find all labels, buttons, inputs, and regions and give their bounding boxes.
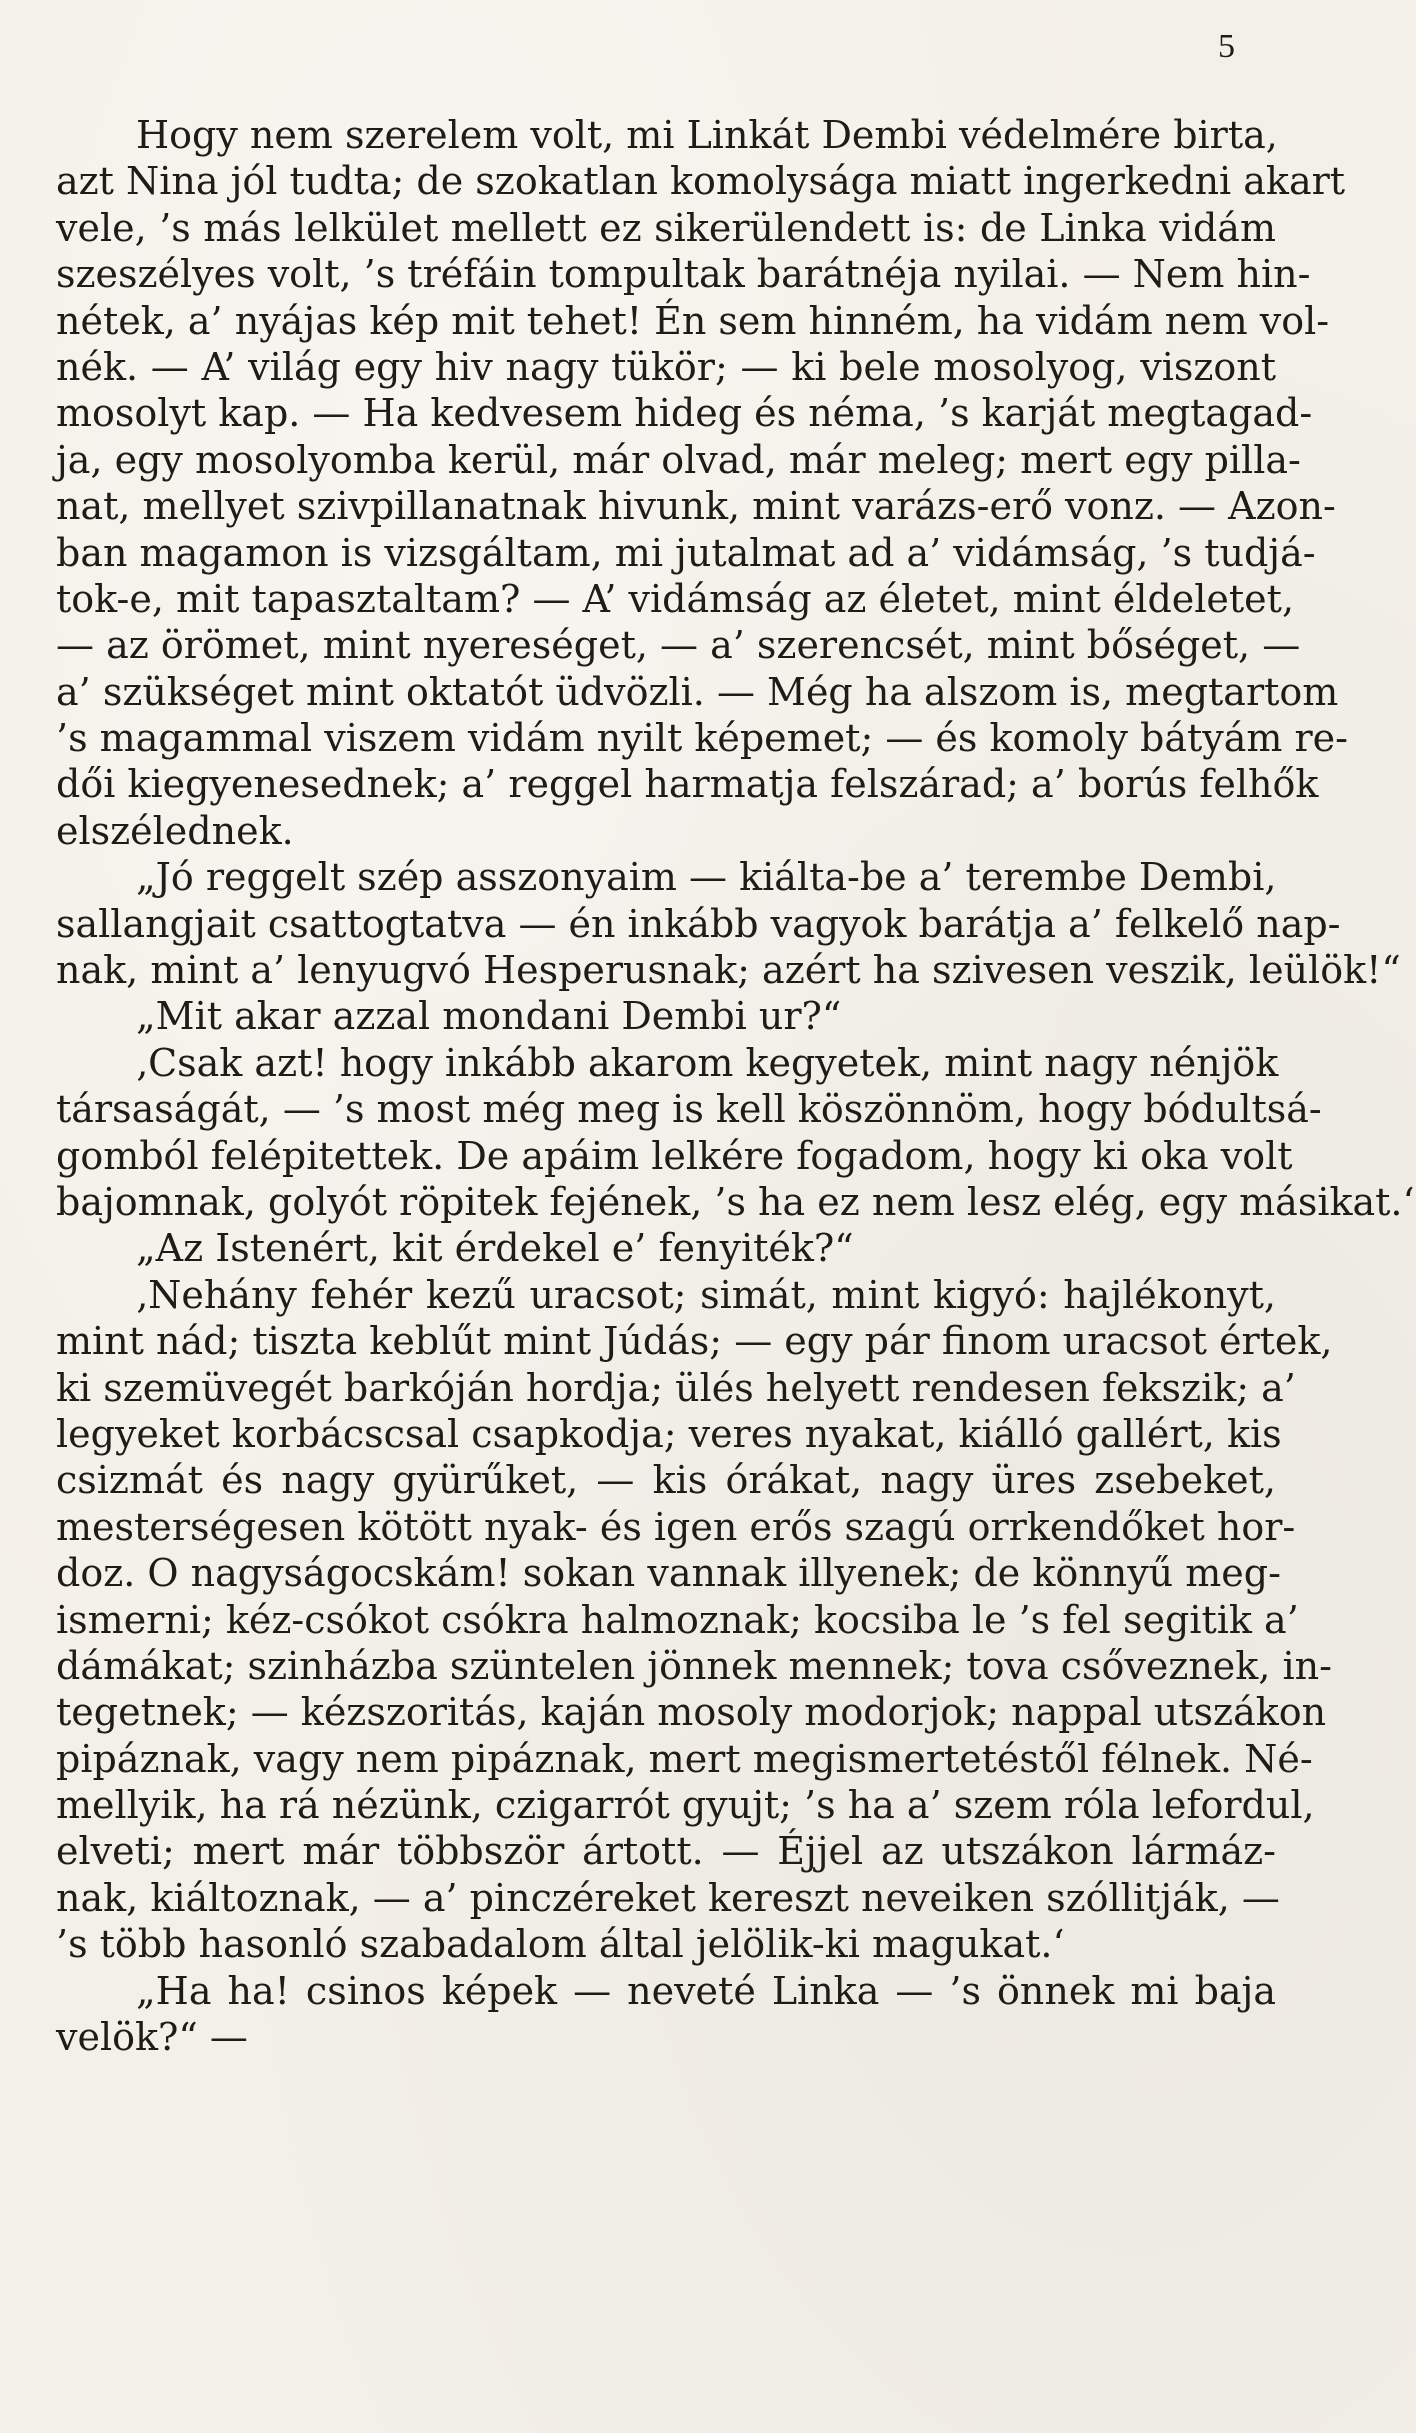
text-line: nat, mellyet szivpillanatnak hivunk, mint varázs-erő vonz. — Azon-	[56, 484, 1336, 529]
text-line: szeszélyes volt, ’s tréfáin tompultak barátnéja nyilai. — Nem hin-	[56, 252, 1311, 297]
text-line: elveti; mert már többször ártott. — Éjjel az utszákon lármáz-	[56, 1829, 1276, 1874]
text-line: ‚Nehány fehér kezű uracsot; simát, mint kigyó: hajlékonyt,	[136, 1272, 1276, 1317]
text-line: mosolyt kap. — Ha kedvesem hideg és néma, ’s karját megtagad-	[56, 391, 1313, 436]
text-line: sallangjait csattogtatva — én inkább vagyok barátja a’ felkelő nap-	[56, 901, 1341, 946]
text-line: Hogy nem szerelem volt, mi Linkát Dembi védelmére birta,	[136, 113, 1278, 157]
text-line: legyeket korbácscsal csapkodja; veres nyakat, kiálló gallért, kis	[56, 1411, 1282, 1456]
text-line: ’s magammal viszem vidám nyilt képemet; — és komoly bátyám re-	[56, 716, 1348, 761]
text-line: mesterségesen kötött nyak- és igen erős szagú orrkendőket hor-	[56, 1504, 1296, 1549]
text-line: „Az Istenért, kit érdekel e’ fenyiték?“	[136, 1226, 854, 1271]
text-line: ki szemüvegét barkóján hordja; ülés helyett rendesen fekszik; a’	[56, 1365, 1296, 1410]
text-line: pipáznak, vagy nem pipáznak, mert megismertetéstől félnek. Né-	[56, 1736, 1313, 1781]
text-line: ismerni; kéz-csókot csókra halmoznak; kocsiba le ’s fel segitik a’	[56, 1597, 1299, 1642]
text-line: bajomnak, golyót röpitek fejének, ’s ha ez nem lesz elég, egy másikat.‘	[56, 1179, 1415, 1224]
text-line: a’ szükséget mint oktatót üdvözli. — Még ha alszom is, megtartom	[56, 669, 1339, 714]
text-line: nék. — A’ világ egy hiv nagy tükör; — ki bele mosolyog, viszont	[56, 344, 1276, 389]
text-line: dői kiegyenesednek; a’ reggel harmatja felszárad; a’ borús felhők	[56, 762, 1319, 807]
text-line: tegetnek; — kézszoritás, kaján mosoly modorjok; nappal utszákon	[56, 1690, 1327, 1735]
body-text	[56, 112, 1415, 2060]
text-line: csizmát és nagy gyürűket, — kis órákat, nagy üres zsebeket,	[56, 1458, 1276, 1503]
text-line: ja, egy mosolyomba kerül, már olvad, már meleg; mert egy pilla-	[56, 437, 1301, 482]
text-line: dámákat; szinházba szüntelen jönnek mennek; tova csőveznek, in-	[56, 1643, 1332, 1688]
text-line: „Mit akar azzal mondani Dembi ur?“	[136, 994, 842, 1039]
text-line: mellyik, ha rá nézünk, czigarrót gyujt; ’s ha a’ szem róla lefordul,	[56, 1783, 1315, 1828]
text-line: — az örömet, mint nyereséget, — a’ szerencsét, mint bőséget, —	[56, 623, 1301, 668]
text-line: ban magamon is vizsgáltam, mi jutalmat ad a’ vidámság, ’s tudjá-	[56, 530, 1316, 575]
text-line: nak, kiáltoznak, — a’ pinczéreket kereszt neveiken szóllitják, —	[56, 1875, 1280, 1920]
text-line: azt Nina jól tudta; de szokatlan komolysága miatt ingerkedni akart	[56, 159, 1346, 204]
text-line: nak, mint a’ lenyugvó Hesperusnak; azért ha szivesen veszik, leülök!“	[56, 948, 1401, 993]
text-line: nétek, a’ nyájas kép mit tehet! Én sem hinném, ha vidám nem vol-	[56, 298, 1330, 343]
text-line: társaságát, — ’s most még meg is kell köszönnöm, hogy bódultsá-	[56, 1087, 1322, 1132]
text-line: mint nád; tiszta keblűt mint Júdás; — egy pár finom uracsot értek,	[56, 1319, 1333, 1364]
text-line: elszélednek.	[56, 808, 294, 853]
text-line: gomból felépitettek. De apáim lelkére fogadom, hogy ki oka volt	[56, 1133, 1293, 1178]
text-line: „Jó reggelt szép asszonyaim — kiálta-be a’ terembe Dembi,	[136, 855, 1277, 900]
text-line: „Ha ha! csinos képek — neveté Linka — ’s önnek mi baja	[136, 1968, 1276, 2013]
text-line: doz. O nagyságocskám! sokan vannak illyenek; de könnyű meg-	[56, 1551, 1281, 1596]
text-line: ’s több hasonló szabadalom által jelölik-ki magukat.‘	[56, 1922, 1065, 1967]
text-line: velök?“ —	[56, 2015, 248, 2060]
text-line: vele, ’s más lelkület mellett ez sikerülendett is: de Linka vidám	[56, 205, 1276, 250]
page-number: 5	[1218, 28, 1235, 65]
text-line: ‚Csak azt! hogy inkább akarom kegyetek, mint nagy nénjök	[136, 1040, 1279, 1085]
text-line: tok-e, mit tapasztaltam? — A’ vidámság az életet, mint éldeletet,	[56, 576, 1295, 621]
